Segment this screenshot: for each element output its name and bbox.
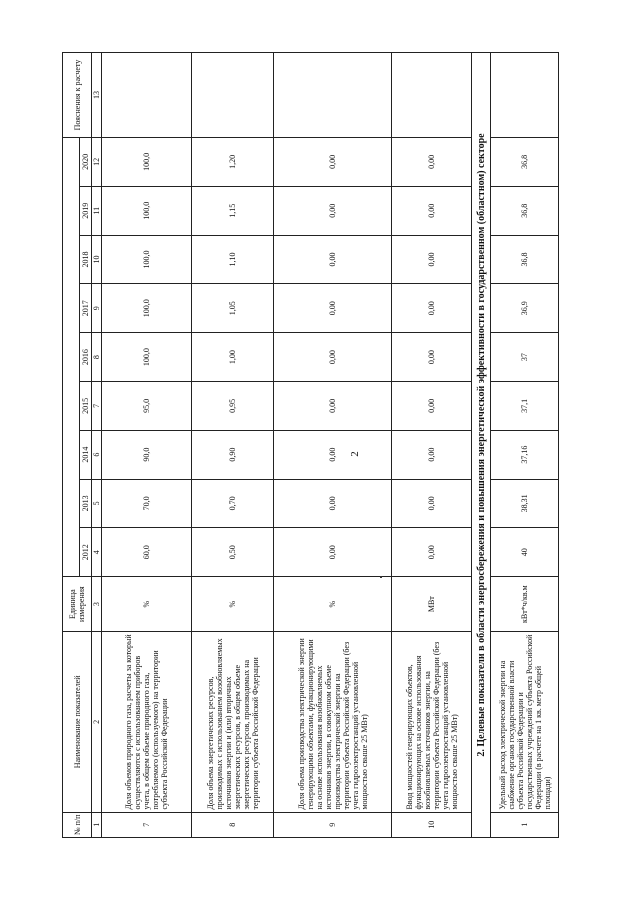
row-value: 0,00 — [392, 333, 472, 382]
column-number: 5 — [92, 479, 102, 528]
row-value: 40 — [491, 528, 559, 577]
row-value: 37,1 — [491, 381, 559, 430]
row-value: 100,0 — [102, 333, 192, 382]
header-year: 2013 — [80, 479, 92, 528]
row-value: 1,15 — [192, 186, 274, 235]
rotated-table-container — [62, 52, 552, 838]
row-value: 0,00 — [274, 333, 392, 382]
row-value: 0,90 — [192, 430, 274, 479]
header-year: 2014 — [80, 430, 92, 479]
row-note — [102, 53, 192, 138]
header-num: № п/п — [63, 812, 92, 837]
indicators-table — [62, 52, 559, 838]
row-name: Доля объема производства электрической энергии генерирующими объектами, функционирующими на основе использования возобновляемых источников энергии, в совокупном объеме производства электрической энергии на территории субъекта Российской Федерации (без учета гидроэлектростанций установленной мощностью свыше 25 МВт) — [274, 632, 392, 812]
row-value: 60,0 — [102, 528, 192, 577]
row-value: 0,00 — [274, 235, 392, 284]
row-value: 0,00 — [392, 137, 472, 186]
row-value: 0,00 — [274, 430, 392, 479]
row-value: 1,05 — [192, 284, 274, 333]
row-value: 0,00 — [274, 528, 392, 577]
row-value: 37,16 — [491, 430, 559, 479]
table-row — [274, 53, 392, 838]
row-name: Ввод мощностей генерирующих объектов, функционирующих на основе использования возобновляемых источников энергии, на территории субъекта Российской Федерации (без учета гидроэлектростанций установленной мощностью свыше 25 МВт) — [392, 632, 472, 812]
column-number: 11 — [92, 186, 102, 235]
row-value: 100,0 — [102, 186, 192, 235]
column-number: 1 — [92, 812, 102, 837]
row-value: 0,50 — [192, 528, 274, 577]
row-note — [491, 53, 559, 138]
row-note — [274, 53, 392, 138]
row-value: 0,00 — [392, 528, 472, 577]
row-number: 1 — [491, 812, 559, 837]
row-value: 0,00 — [274, 284, 392, 333]
header-name: Наименование показателей — [63, 632, 92, 812]
row-value: 0,00 — [392, 381, 472, 430]
row-value: 0,70 — [192, 479, 274, 528]
row-value: 0,00 — [392, 186, 472, 235]
row-note — [392, 53, 472, 138]
row-value: 0,00 — [392, 430, 472, 479]
header-year: 2015 — [80, 381, 92, 430]
header-notes: Пояснения к расчету — [63, 53, 92, 138]
header-year: 2017 — [80, 284, 92, 333]
column-number: 9 — [92, 284, 102, 333]
row-value: 100,0 — [102, 235, 192, 284]
column-number: 7 — [92, 381, 102, 430]
table-row — [491, 53, 559, 838]
header-year: 2016 — [80, 333, 92, 382]
row-name: Доля объема энергетических ресурсов, производимых с использованием возобновляемых источников энергии и (или) вторичных энергетических ресурсов, в общем объеме энергетических ресурсов, производимых на территории субъекта Российской Федерации — [192, 632, 274, 812]
row-name: Удельный расход электрической энергии на снабжение органов государственной власти субъекта Российской Федерации и государственных учреждений субъекта Российской Федерации (в расчете на 1 кв. метр общей площади) — [491, 632, 559, 812]
column-number: 10 — [92, 235, 102, 284]
column-number: 6 — [92, 430, 102, 479]
row-value: 36,8 — [491, 137, 559, 186]
row-value: 36,9 — [491, 284, 559, 333]
row-unit: % — [192, 577, 274, 632]
row-value: 1,00 — [192, 333, 274, 382]
column-number: 8 — [92, 333, 102, 382]
row-value: 0,00 — [274, 137, 392, 186]
column-number: 2 — [92, 632, 102, 812]
row-value: 0,00 — [392, 235, 472, 284]
row-value: 100,0 — [102, 284, 192, 333]
row-number: 9 — [274, 812, 392, 837]
row-value: 38,31 — [491, 479, 559, 528]
row-value: 0,00 — [392, 284, 472, 333]
table-row — [192, 53, 274, 838]
row-value: 95,0 — [102, 381, 192, 430]
row-value: 0,00 — [274, 381, 392, 430]
row-number: 7 — [102, 812, 192, 837]
row-value: 0,00 — [274, 186, 392, 235]
row-unit: % — [274, 577, 392, 632]
header-unit: Единица измерения — [63, 577, 92, 632]
section-title: 2. Целевые показатели в области энергосбережения и повышения энергетической эффективности в государственном (областном) секторе — [472, 53, 491, 838]
row-note — [192, 53, 274, 138]
column-number: 4 — [92, 528, 102, 577]
row-value: 1,20 — [192, 137, 274, 186]
row-value: 1,10 — [192, 235, 274, 284]
column-number: 12 — [92, 137, 102, 186]
row-unit: % — [102, 577, 192, 632]
row-value: 36,8 — [491, 186, 559, 235]
header-year: 2019 — [80, 186, 92, 235]
header-year: 2018 — [80, 235, 92, 284]
column-number: 3 — [92, 577, 102, 632]
header-year: 2020 — [80, 137, 92, 186]
row-value: 37 — [491, 333, 559, 382]
row-value: 100,0 — [102, 137, 192, 186]
row-number: 10 — [392, 812, 472, 837]
row-unit: МВт — [392, 577, 472, 632]
page-number: 2 — [348, 451, 361, 457]
table-row — [392, 53, 472, 838]
scan-dot — [380, 576, 382, 578]
header-years-group — [63, 137, 80, 576]
table-row — [102, 53, 192, 838]
row-value: 0,00 — [392, 479, 472, 528]
row-unit: кВт*ч/кв.м — [491, 577, 559, 632]
row-number: 8 — [192, 812, 274, 837]
column-number: 13 — [92, 53, 102, 138]
header-year: 2012 — [80, 528, 92, 577]
row-name: Доля объемов природного газа, расчеты за который осуществляются с использованием приборов учета, в общем объеме природного газа, потребляемого (используемого) на территории субъекта Российской Федерации — [102, 632, 192, 812]
row-value: 90,0 — [102, 430, 192, 479]
row-value: 0,00 — [274, 479, 392, 528]
row-value: 36,8 — [491, 235, 559, 284]
row-value: 70,0 — [102, 479, 192, 528]
row-value: 0,95 — [192, 381, 274, 430]
